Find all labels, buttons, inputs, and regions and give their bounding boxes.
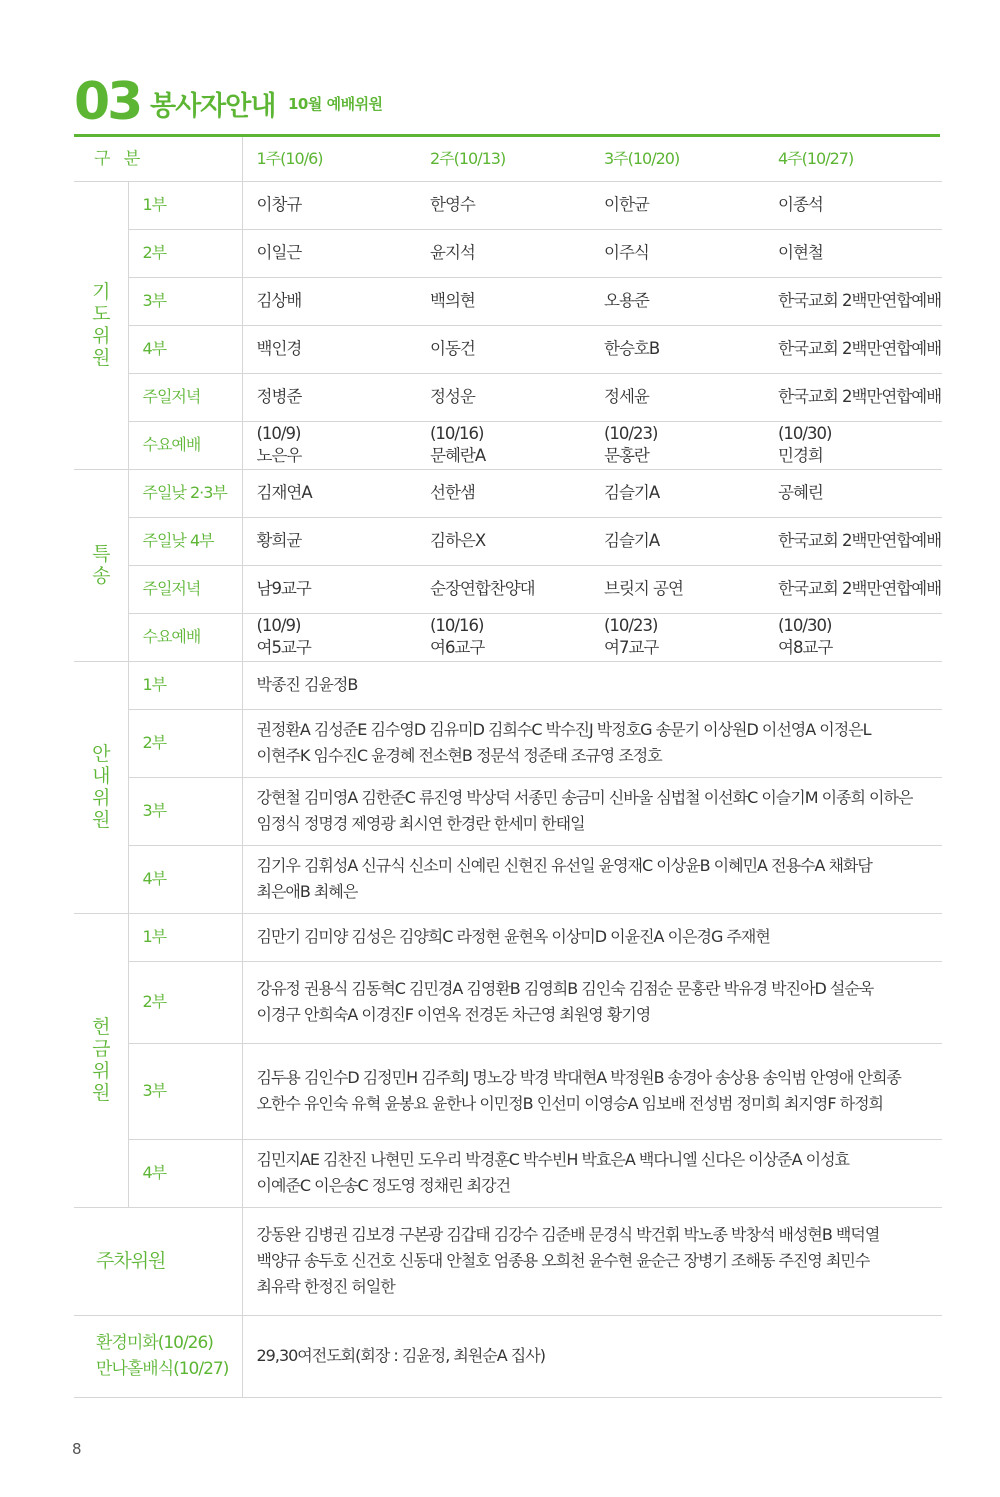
names-line: 이예준C 이은송C 정도영 정채린 최강건 xyxy=(256,1176,511,1195)
row-label: 4부 xyxy=(128,1139,242,1207)
names-line: 김민지AE 김찬진 나현민 도우리 박경훈C 박수빈H 박효은A 백다니엘 신다은 이상준A 이성효 xyxy=(256,1150,850,1169)
schedule-cell: 이창규 xyxy=(242,181,416,229)
row-label: 4부 xyxy=(128,845,242,913)
schedule-cell xyxy=(590,613,764,661)
names-cell xyxy=(242,845,942,913)
row-label: 1부 xyxy=(128,661,242,709)
schedule-cell: 백인경 xyxy=(242,325,416,373)
table-row xyxy=(74,421,942,469)
cell-line: (10/9) xyxy=(256,424,301,443)
schedule-cell: 김상배 xyxy=(242,277,416,325)
group-label: 특송 xyxy=(92,543,110,587)
table-row xyxy=(74,913,942,961)
cell-line: (10/30) xyxy=(778,424,832,443)
names-line: 최유락 한정진 허일한 xyxy=(256,1277,395,1296)
schedule-cell: 한영수 xyxy=(416,181,590,229)
table-row xyxy=(74,517,942,565)
table-row xyxy=(74,229,942,277)
table-row xyxy=(74,181,942,229)
row-label: 수요예배 xyxy=(128,613,242,661)
names-line: 강현철 김미영A 김한준C 류진영 박상덕 서종민 송금미 신바울 심법철 이선화C 이슬기M 이종희 이하은 xyxy=(256,788,913,807)
env-text: 29,30여전도회(회장 : 김윤정, 최원순A 집사) xyxy=(242,1315,942,1397)
row-label: 1부 xyxy=(128,913,242,961)
schedule-cell: 오용준 xyxy=(590,277,764,325)
names-cell xyxy=(242,1139,942,1207)
table-row xyxy=(74,1207,942,1315)
names-cell xyxy=(242,913,942,961)
schedule-cell: 이현철 xyxy=(764,229,942,277)
cell-line: 여5교구 xyxy=(256,638,311,657)
env-label-line: 환경미화(10/26) xyxy=(96,1333,213,1353)
prayer-group xyxy=(74,181,128,469)
names-line: 권정환A 김성준E 김수영D 김유미D 김희수C 박수진J 박정호G 송문기 이상원D 이선영A 이정은L xyxy=(256,720,871,739)
names-line: 임정식 정명경 제영광 최시연 한경란 한세미 한태일 xyxy=(256,814,585,833)
table-row xyxy=(74,1139,942,1207)
cell-line: 문홍란 xyxy=(604,446,649,465)
schedule-cell xyxy=(764,421,942,469)
schedule-cell: 이동건 xyxy=(416,325,590,373)
section-subtitle: 10월 예배위원 xyxy=(288,95,383,113)
table-row xyxy=(74,373,942,421)
section-number: 03 xyxy=(74,72,141,132)
row-label: 4부 xyxy=(128,325,242,373)
cell-line: (10/16) xyxy=(430,424,484,443)
row-label: 주일저녁 xyxy=(128,373,242,421)
row-label: 3부 xyxy=(128,1043,242,1139)
names-cell xyxy=(242,661,942,709)
schedule-cell xyxy=(416,421,590,469)
schedule-cell: 한승호B xyxy=(590,325,764,373)
schedule-cell xyxy=(590,421,764,469)
schedule-cell: 김하은X xyxy=(416,517,590,565)
table-row xyxy=(74,961,942,1043)
cell-line: 민경희 xyxy=(778,446,823,465)
names-line: 최은애B 최혜은 xyxy=(256,882,358,901)
schedule-cell: 정병준 xyxy=(242,373,416,421)
names-line: 김두용 김인수D 김정민H 김주희J 명노강 박경 박대현A 박정원B 송경아 송상용 송익범 안영애 안희종 xyxy=(256,1068,901,1087)
cell-line: (10/9) xyxy=(256,616,301,635)
schedule-cell xyxy=(764,613,942,661)
table-row xyxy=(74,777,942,845)
names-line: 김만기 김미양 김성은 김양희C 라정현 윤현옥 이상미D 이윤진A 이은경G 주재현 xyxy=(256,927,770,946)
cell-line: (10/23) xyxy=(604,424,658,443)
names-line: 이현주K 임수진C 윤경혜 전소현B 정문석 정준태 조규영 조정호 xyxy=(256,746,662,765)
schedule-cell: 윤지석 xyxy=(416,229,590,277)
schedule-cell xyxy=(242,421,416,469)
usher-group xyxy=(74,661,128,913)
week-header: 2주(10/13) xyxy=(416,137,590,181)
row-label: 2부 xyxy=(128,229,242,277)
schedule-cell: 남9교구 xyxy=(242,565,416,613)
table-row xyxy=(74,469,942,517)
names-cell xyxy=(242,777,942,845)
schedule-cell: 한국교회 2백만연합예배 xyxy=(764,325,942,373)
row-label: 2부 xyxy=(128,961,242,1043)
schedule-cell: 김슬기A xyxy=(590,517,764,565)
week-header: 1주(10/6) xyxy=(242,137,416,181)
schedule-cell: 선한샘 xyxy=(416,469,590,517)
column-label: 구 분 xyxy=(74,137,242,181)
table-row xyxy=(74,661,942,709)
week-header: 4주(10/27) xyxy=(764,137,942,181)
schedule-cell: 공혜린 xyxy=(764,469,942,517)
schedule-cell: 이일근 xyxy=(242,229,416,277)
row-label: 3부 xyxy=(128,277,242,325)
names-line: 오한수 유인숙 유혁 윤봉요 윤한나 이민정B 인선미 이영승A 임보배 전성범 정미희 최지영F 하정희 xyxy=(256,1094,883,1113)
schedule-cell: 황희균 xyxy=(242,517,416,565)
schedule-cell: 한국교회 2백만연합예배 xyxy=(764,517,942,565)
cell-line: 노은우 xyxy=(256,446,302,465)
table-row xyxy=(74,709,942,777)
schedule-cell: 이종석 xyxy=(764,181,942,229)
names-cell xyxy=(242,961,942,1043)
group-label: 기도위원 xyxy=(92,281,110,369)
cell-line: 여7교구 xyxy=(604,638,659,657)
names-cell xyxy=(242,709,942,777)
schedule-cell: 이주식 xyxy=(590,229,764,277)
names-line: 이경구 안희숙A 이경진F 이연옥 전경돈 차근영 최원영 황기영 xyxy=(256,1005,651,1024)
row-label: 주일낮 4부 xyxy=(128,517,242,565)
env-label xyxy=(74,1315,242,1397)
schedule-cell xyxy=(416,613,590,661)
special-group xyxy=(74,469,128,661)
names-line: 김기우 김휘성A 신규식 신소미 신예린 신현진 유선일 윤영재C 이상윤B 이혜민A 전용수A 채화담 xyxy=(256,856,872,875)
schedule-cell: 백의현 xyxy=(416,277,590,325)
schedule-cell: 한국교회 2백만연합예배 xyxy=(764,373,942,421)
section-header xyxy=(74,70,940,134)
group-label: 헌금위원 xyxy=(92,1016,110,1104)
group-label: 안내위원 xyxy=(92,743,110,831)
row-label: 주일낮 2·3부 xyxy=(128,469,242,517)
names-line: 강유정 권용식 김동혁C 김민경A 김영환B 김영희B 김인숙 김점순 문홍란 박유경 박진아D 설순욱 xyxy=(256,979,874,998)
table-row xyxy=(74,845,942,913)
table-row xyxy=(74,1043,942,1139)
schedule-cell: 한국교회 2백만연합예배 xyxy=(764,277,942,325)
offering-group xyxy=(74,913,128,1207)
schedule-cell xyxy=(242,613,416,661)
schedule-cell: 한국교회 2백만연합예배 xyxy=(764,565,942,613)
cell-line: 문혜란A xyxy=(430,446,486,465)
table-row xyxy=(74,277,942,325)
cell-line: 여8교구 xyxy=(778,638,833,657)
section-title: 봉사자안내 xyxy=(150,91,276,122)
table-row xyxy=(74,325,942,373)
cell-line: (10/16) xyxy=(430,616,484,635)
schedule-cell: 정성운 xyxy=(416,373,590,421)
week-header: 3주(10/20) xyxy=(590,137,764,181)
schedule-cell: 브릿지 공연 xyxy=(590,565,764,613)
schedule-cell: 순장연합찬양대 xyxy=(416,565,590,613)
names-cell xyxy=(242,1207,942,1315)
names-line: 백양규 송두호 신건호 신동대 안철호 엄종용 오희천 윤수현 윤순근 장병기 조해동 주진영 최민수 xyxy=(256,1251,870,1270)
table-row xyxy=(74,613,942,661)
parking-label: 주차위원 xyxy=(74,1207,242,1315)
row-label: 수요예배 xyxy=(128,421,242,469)
table-row xyxy=(74,565,942,613)
schedule-cell: 김재연A xyxy=(242,469,416,517)
cell-line: 여6교구 xyxy=(430,638,485,657)
schedule-cell: 정세윤 xyxy=(590,373,764,421)
env-label-line: 만나홀배식(10/27) xyxy=(96,1359,229,1379)
names-cell xyxy=(242,1043,942,1139)
header-row xyxy=(74,137,942,181)
cell-line: (10/23) xyxy=(604,616,658,635)
cell-line: (10/30) xyxy=(778,616,832,635)
names-line: 박종진 김윤정B xyxy=(256,675,358,694)
row-label: 2부 xyxy=(128,709,242,777)
table-row xyxy=(74,1315,942,1397)
row-label: 3부 xyxy=(128,777,242,845)
schedule-cell: 김슬기A xyxy=(590,469,764,517)
schedule-cell: 이한균 xyxy=(590,181,764,229)
row-label: 1부 xyxy=(128,181,242,229)
row-label: 주일저녁 xyxy=(128,565,242,613)
page-number: 8 xyxy=(72,1440,82,1458)
names-line: 강동완 김병권 김보경 구본광 김갑태 김강수 김준배 문경식 박건휘 박노종 박창석 배성현B 백덕열 xyxy=(256,1225,880,1244)
volunteer-table xyxy=(74,137,942,1398)
